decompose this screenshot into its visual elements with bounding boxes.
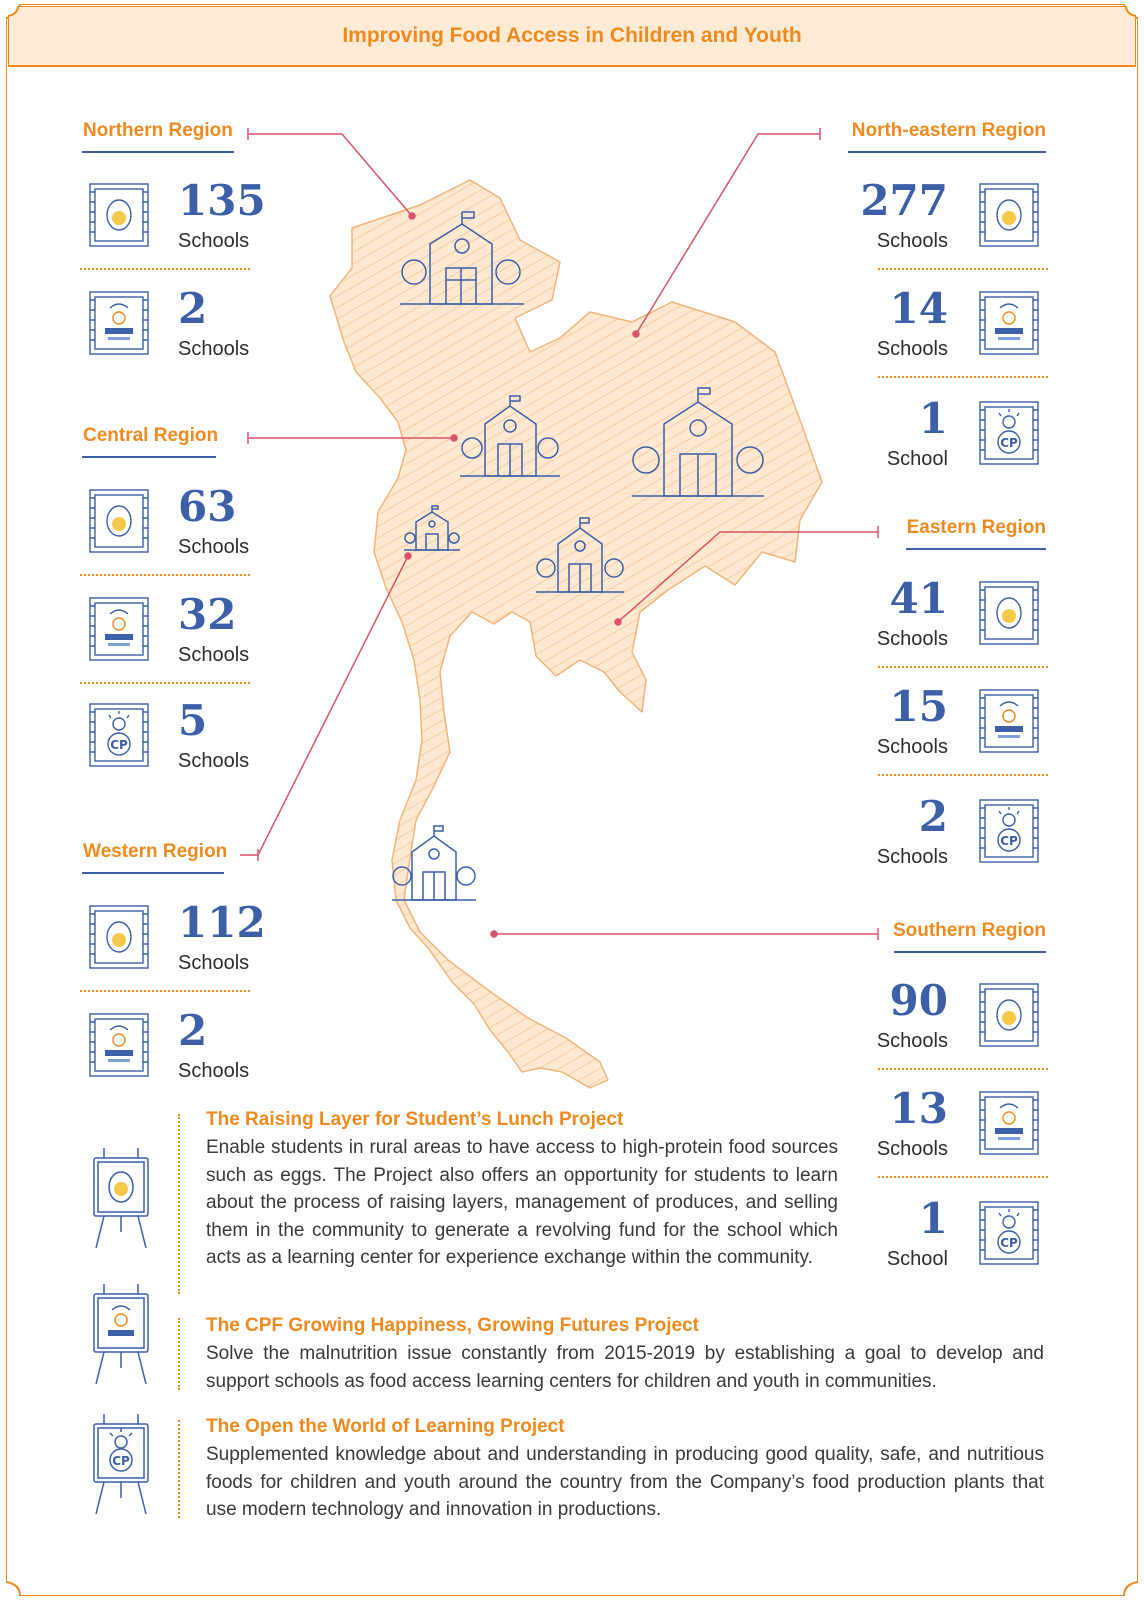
school-count-label: Schools: [178, 750, 250, 772]
chef-badge-icon: [978, 1090, 1040, 1156]
svg-text:CP: CP: [112, 1454, 130, 1468]
cp-bulb-badge-icon: [978, 798, 1040, 864]
chef-badge-icon: [88, 596, 150, 662]
school-count: 32: [178, 590, 237, 639]
region-underline: [82, 456, 216, 458]
school-count: 2: [178, 284, 208, 333]
region-title-southern: Southern Region: [892, 920, 1046, 941]
project-rule: [178, 1114, 180, 1294]
project-description: Supplemented knowledge about and understanding in producing good quality, safe, and nutritious foods for children and youth around the country from the Company’s food production plants that use modern technology and innovation in productions.: [206, 1444, 1044, 1520]
chef-badge-icon: [978, 290, 1040, 356]
project-open-world: [206, 1413, 1044, 1524]
region-underline: [906, 548, 1046, 550]
school-count-label: Schools: [876, 1138, 948, 1160]
cp-bulb-easel-icon: [90, 1414, 152, 1514]
school-count: 2: [918, 792, 948, 841]
stat-divider: [878, 376, 1048, 378]
project-rule: [178, 1420, 180, 1518]
region-underline: [848, 151, 1046, 153]
stat-divider: [80, 268, 250, 270]
school-count: 1: [918, 1194, 948, 1243]
region-underline: [894, 951, 1046, 953]
svg-text:CP: CP: [1000, 436, 1018, 450]
project-raising-layer: [206, 1106, 838, 1272]
project-title: The Open the World of Learning Project: [206, 1416, 565, 1437]
school-count: 15: [889, 682, 948, 731]
svg-text:CP: CP: [1000, 834, 1018, 848]
project-title: The CPF Growing Happiness, Growing Futures Project: [206, 1315, 699, 1336]
school-count: 277: [860, 176, 948, 225]
egg-badge-icon: [88, 488, 150, 554]
project-description: Enable students in rural areas to have access to high-protein food sources such as eggs. The Project also offers an opportunity for students to learn about the process of raising layers, management of produces, and selling them in the community to generate a revolving fund for the school which acts as a learning center for experience exchange within the community.: [206, 1137, 838, 1268]
chef-easel-icon: [90, 1284, 152, 1384]
region-underline: [82, 872, 224, 874]
project-rule: [178, 1318, 180, 1390]
school-count-label: Schools: [178, 1060, 250, 1082]
school-count-label: Schools: [876, 230, 948, 252]
school-count-label: Schools: [178, 952, 250, 974]
school-count-label: Schools: [876, 736, 948, 758]
school-count-label: Schools: [876, 1030, 948, 1052]
map-shape: [330, 180, 822, 1088]
cp-bulb-badge-icon: [978, 400, 1040, 466]
school-count-label: Schools: [876, 338, 948, 360]
school-count-label: Schools: [178, 644, 250, 666]
cp-bulb-badge-icon: [978, 1200, 1040, 1266]
school-count: 5: [178, 696, 208, 745]
school-count: 14: [889, 284, 948, 333]
school-count-label: School: [886, 1248, 948, 1270]
school-count-label: School: [886, 448, 948, 470]
school-count-label: Schools: [876, 846, 948, 868]
stat-divider: [878, 1068, 1048, 1070]
stat-divider: [878, 268, 1048, 270]
school-count-label: Schools: [178, 536, 250, 558]
school-count: 112: [178, 898, 266, 947]
region-underline: [82, 151, 234, 153]
egg-badge-icon: [978, 580, 1040, 646]
school-count: 63: [178, 482, 237, 531]
region-title-northern: Northern Region: [83, 120, 233, 141]
stat-divider: [80, 990, 250, 992]
school-count-label: Schools: [876, 628, 948, 650]
region-title-northeastern: North-eastern Region: [851, 120, 1046, 141]
school-count: 13: [889, 1084, 948, 1133]
region-title-western: Western Region: [83, 841, 228, 862]
egg-badge-icon: [978, 182, 1040, 248]
school-count: 1: [918, 394, 948, 443]
school-count: 135: [178, 176, 266, 225]
page-title: Improving Food Access in Children and Youth: [342, 24, 802, 47]
project-description: Solve the malnutrition issue constantly from 2015-2019 by establishing a goal to develop and support schools as food access learning centers for children and youth in communities.: [206, 1343, 1044, 1392]
egg-easel-icon: [90, 1148, 152, 1248]
school-count-label: Schools: [178, 338, 250, 360]
project-growing-happiness: [206, 1312, 1044, 1395]
stat-divider: [80, 682, 250, 684]
school-count: 41: [889, 574, 948, 623]
school-count: 90: [889, 976, 948, 1025]
chef-badge-icon: [88, 290, 150, 356]
stat-divider: [878, 1176, 1048, 1178]
svg-text:CP: CP: [110, 738, 128, 752]
chef-badge-icon: [88, 1012, 150, 1078]
stat-divider: [878, 774, 1048, 776]
chef-badge-icon: [978, 688, 1040, 754]
school-count-label: Schools: [178, 230, 250, 252]
egg-badge-icon: [88, 904, 150, 970]
school-count: 2: [178, 1006, 208, 1055]
cp-bulb-badge-icon: [88, 702, 150, 768]
region-title-eastern: Eastern Region: [906, 517, 1046, 538]
svg-text:CP: CP: [1000, 1236, 1018, 1250]
egg-badge-icon: [978, 982, 1040, 1048]
project-title: The Raising Layer for Student’s Lunch Project: [206, 1109, 624, 1130]
stat-divider: [80, 574, 250, 576]
stat-divider: [878, 666, 1048, 668]
egg-badge-icon: [88, 182, 150, 248]
region-title-central: Central Region: [83, 425, 219, 446]
